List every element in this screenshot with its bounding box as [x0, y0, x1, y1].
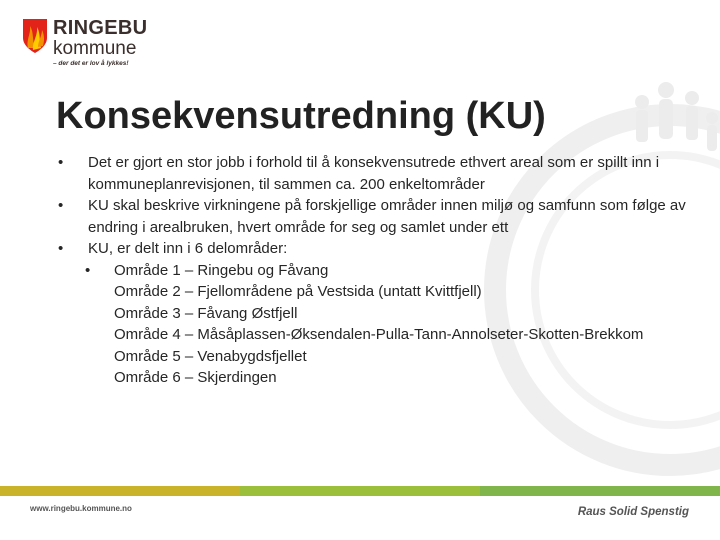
bullet-marker: •: [58, 240, 64, 257]
logo-name-line2: kommune: [53, 38, 137, 59]
footer-color-band: [0, 486, 720, 496]
bullet-item: [58, 238, 698, 260]
ringebu-shield-icon: [22, 18, 48, 54]
bullet-item: [58, 195, 698, 238]
area-item: Område 4 – Måsåplassen-Øksendalen-Pulla-Tann-Annolseter-Skotten-Brekkom: [114, 326, 644, 343]
bullet-text: KU skal beskrive virkningene på forskjellige områder innen miljø og samfunn som følge av endring i arealbruken, hvert område for seg og samlet under ett: [88, 197, 686, 236]
logo-tagline: – der det er lov å lykkes!: [53, 60, 129, 67]
ringebu-logo: [22, 18, 162, 72]
area-item: Område 1 – Ringebu og Fåvang: [114, 261, 329, 279]
sub-bullet-marker: •: [85, 261, 91, 279]
footer-slogan: Raus Solid Spenstig: [577, 506, 689, 518]
area-item: Område 3 – Fåvang Østfjell: [114, 304, 298, 322]
bullet-marker: •: [58, 197, 64, 214]
logo-name-line1: RINGEBU: [53, 17, 148, 39]
area-list: [85, 260, 698, 389]
bullet-item: [58, 152, 698, 195]
slide-content: [58, 152, 698, 389]
bullet-marker: •: [58, 154, 64, 171]
bullet-text: KU, er delt inn i 6 delområder:: [88, 240, 288, 257]
area-item: Område 6 – Skjerdingen: [114, 369, 277, 386]
bullet-text: Det er gjort en stor jobb i forhold til å konsekvensutrede ethvert areal som er spillt inn i kommuneplanrevisjonen, til sammen ca. 200 enkeltområder: [88, 154, 660, 193]
area-item: Område 2 – Fjellområdene på Vestsida (untatt Kvittfjell): [114, 283, 482, 300]
area-item: Område 5 – Venabygdsfjellet: [114, 347, 307, 365]
slide-title: Konsekvensutredning (KU): [56, 95, 546, 137]
footer-website: www.ringebu.kommune.no: [30, 504, 132, 513]
